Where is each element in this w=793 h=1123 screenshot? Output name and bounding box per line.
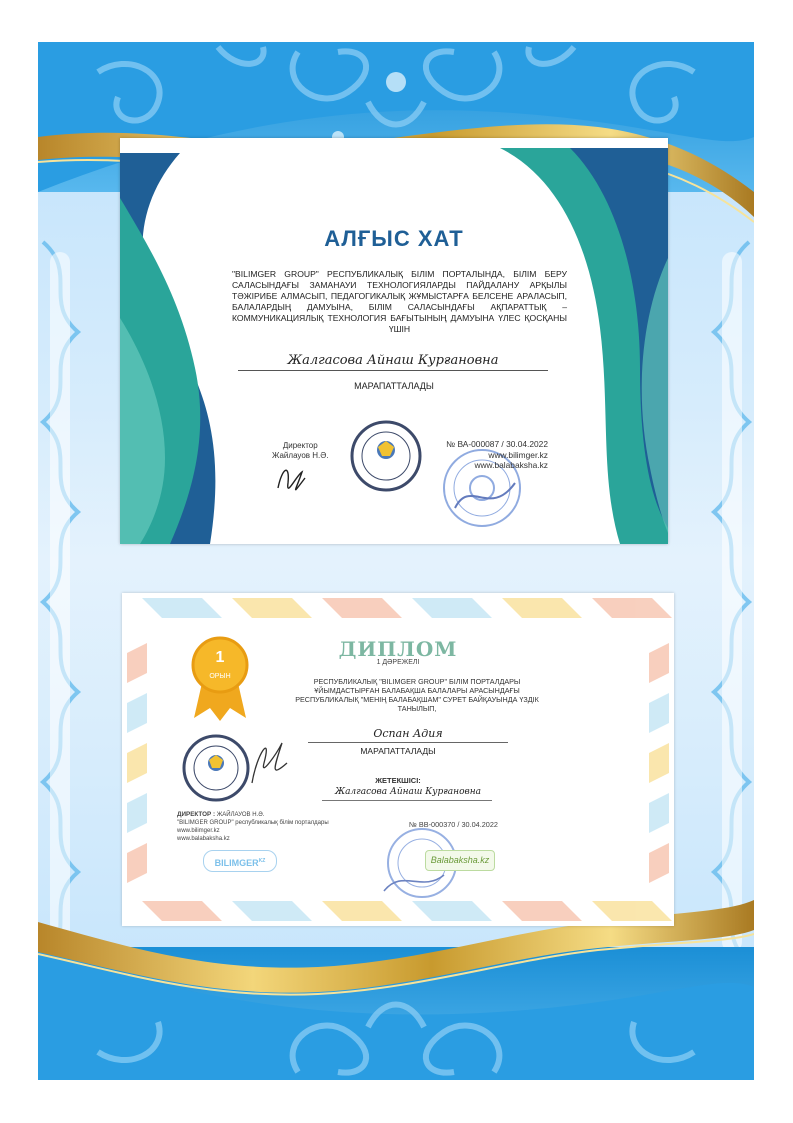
director-signature	[278, 470, 305, 489]
director-name: ЖАЙЛАУОВ Н.Ә.	[216, 812, 265, 818]
director-label: Директор	[282, 441, 318, 450]
website-bilimger: www.bilimger.kz	[488, 449, 548, 460]
diploma-body-text: РЕСПУБЛИКАЛЫҚ "BILIMGER GROUP" БІЛІМ ПОРТАЛДАРЫ ҰЙЫМДАСТЫРҒАН БАЛАБАҚША БАЛАЛАРЫ АРАСЫНДАҒЫ РЕСПУБЛИКАЛЫҚ "МЕНІҢ БАЛАБАҚШАМ" СУРЕТ БАЙҚАУЫНДА ҮЗДІК ТАНЫЛЫП,	[295, 677, 539, 713]
certificate-number: № ВА-000087 / 30.04.2022	[446, 439, 548, 449]
medal-place-number: 1	[215, 649, 225, 666]
recipient-name: Оспан Адия	[373, 727, 443, 740]
name-underline	[308, 742, 508, 743]
director-label: ДИРЕКТОР :	[177, 811, 216, 818]
diploma-degree: 1 ДӘРЕЖЕЛІ	[376, 659, 420, 666]
recipient-name: Жалгасова Айнаш Курғановна	[287, 353, 499, 368]
certificate-number-block	[445, 439, 548, 471]
medal-place-label: ОРЫН	[209, 673, 231, 680]
certificate-diploma	[122, 593, 674, 926]
website-balabaksha: www.balabaksha.kz	[474, 460, 548, 470]
website-balabaksha: www.balabaksha.kz	[177, 836, 230, 842]
balabaksha-logo: Balabaksha.kz	[425, 850, 495, 871]
supervisor-name: Жалгасова Айнаш Курғановна	[334, 787, 482, 797]
awarded-label: МАРАПАТТАЛАДЫ	[360, 746, 436, 756]
director-block	[177, 811, 329, 843]
director-block	[272, 441, 329, 461]
certificate-title: АЛҒЫС ХАТ	[324, 226, 464, 251]
name-underline	[238, 370, 548, 371]
portal-text: "BILIMGER GROUP" республикалық білім порталдары	[177, 820, 329, 826]
certificate-decoration	[120, 138, 668, 544]
supervisor-label: ЖЕТЕКШІСІ:	[375, 776, 421, 785]
director-name: Жайлауов Н.Ә.	[272, 451, 329, 460]
supervisor-underline	[322, 800, 492, 801]
diploma-title: ДИПЛОМ	[338, 637, 458, 661]
website-bilimger: www.bilimger.kz	[177, 828, 220, 834]
bilimger-logo: $BILIMGER^{KZ}$	[203, 850, 277, 872]
diploma-number: № ВВ-000370 / 30.04.2022	[409, 820, 498, 829]
awarded-label: МАРАПАТТАЛАДЫ	[354, 381, 434, 391]
certificate-body-text: "BILIMGER GROUP" РЕСПУБЛИКАЛЫҚ БІЛІМ ПОРТАЛЫНДА, БІЛІМ БЕРУ САЛАСЫНДАҒЫ ЗАМАНАУИ ТЕХНОЛОГИЯЛАРДЫ ПАЙДАЛАНУ АРҚЫЛЫ ТӘЖІРИБЕ АЛМАСЫП, ПЕДАГОГИКАЛЫҚ ЖҰМЫСТАРҒА БЕЛСЕНЕ АРАЛАСЫП, БАЛАЛАРДЫҢ ДАМУЫНА, БІЛІМ САЛАСЫНДАҒЫ АҚПАРАТТЫҚ – КОММУНИКАЦИЯЛЫҚ ТЕХНОЛОГИЯ БАҒЫТЫНЫҢ ДАМУЫНА ҮЛЕС ҚОСҚАНЫ ҮШІН	[232, 269, 567, 334]
seal-stamp	[352, 422, 420, 490]
certificate-gratitude-letter	[120, 138, 668, 544]
